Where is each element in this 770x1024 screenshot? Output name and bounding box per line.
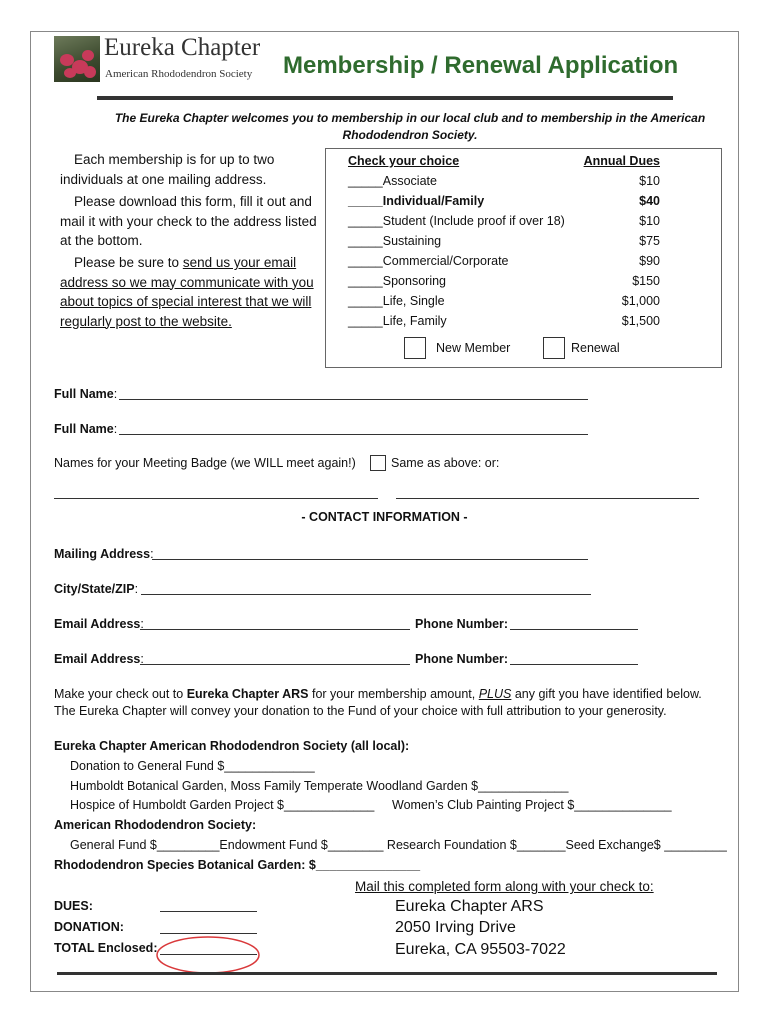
dues-option-label: _____Student (Include proof if over 18): [348, 214, 565, 228]
new-member-label: New Member: [436, 341, 511, 355]
renewal-checkbox[interactable]: [543, 337, 565, 359]
mail-instruction: Mail this completed form along with your check to:: [355, 879, 654, 894]
dues-option-amount: $75: [639, 234, 660, 248]
same-as-above-label: Same as above: or:: [391, 456, 500, 470]
dues-option-amount: $150: [632, 274, 660, 288]
badge-name-input-1[interactable]: [54, 498, 378, 499]
dues-option-row[interactable]: [348, 194, 660, 214]
dues-option-row[interactable]: [348, 214, 660, 234]
local-donations-heading: Eureka Chapter American Rhododendron Society (all local):: [54, 739, 410, 753]
dues-option-label: _____Life, Single: [348, 294, 445, 308]
email-input-2[interactable]: [140, 664, 410, 665]
dues-option-row[interactable]: [348, 314, 660, 334]
species-garden-line: Rhododendron Species Botanical Garden: $_______________: [54, 858, 421, 872]
ars-funds-line: General Fund $_________Endowment Fund $________ Research Foundation $_______Seed Exchange$ _________: [70, 838, 727, 852]
check-instructions: Make your check out to Eureka Chapter ARS for your membership amount, PLUS any gift you have identified below.: [54, 687, 702, 701]
dues-option-amount: $1,500: [621, 314, 660, 328]
rhododendron-photo: [54, 36, 100, 82]
dues-header: [348, 154, 660, 174]
dues-option-row[interactable]: [348, 274, 660, 294]
dues-option-row[interactable]: [348, 174, 660, 194]
dues-option-label: _____Sustaining: [348, 234, 442, 248]
hospice-garden-line: Hospice of Humboldt Garden Project $_____________: [70, 798, 375, 812]
mail-to-name: Eureka Chapter ARS: [395, 898, 544, 915]
dues-total-input[interactable]: [160, 911, 257, 912]
chapter-logo: [54, 34, 261, 84]
phone-input-1[interactable]: [510, 629, 638, 630]
intro-paragraph-3: Please be sure to send us your email address so we may communicate with you about topics of special interest that we will regularly post to the website.: [60, 255, 314, 329]
phone-label-1: Phone Number:: [415, 617, 509, 631]
city-state-zip-label: City/State/ZIP:: [54, 582, 139, 596]
dues-option-label: _____Sponsoring: [348, 274, 446, 288]
choice-column-header: Check your choice: [348, 154, 460, 168]
mailing-address-input[interactable]: [152, 559, 588, 560]
same-as-above-checkbox[interactable]: [370, 455, 386, 471]
general-fund-line: Donation to General Fund $_____________: [70, 759, 315, 773]
humboldt-garden-line: Humboldt Botanical Garden, Moss Family Temperate Woodland Garden $_____________: [70, 779, 569, 793]
mail-to-street: 2050 Irving Drive: [395, 919, 516, 936]
renewal-label: Renewal: [571, 341, 620, 355]
full-name-label-1: Full Name:: [54, 387, 118, 401]
ars-heading: American Rhododendron Society:: [54, 818, 257, 832]
email-input-1[interactable]: [140, 629, 410, 630]
dues-option-row[interactable]: [348, 294, 660, 314]
dues-option-row[interactable]: [348, 234, 660, 254]
dues-option-amount: $10: [639, 214, 660, 228]
dues-option-label: _____Individual/Family: [348, 194, 485, 208]
total-highlight-circle: [154, 934, 262, 976]
email-label-2: Email Address:: [54, 652, 144, 666]
dues-option-amount: $40: [639, 194, 660, 208]
dues-option-row[interactable]: [348, 254, 660, 274]
womens-club-line: Women’s Club Painting Project $______________: [392, 798, 672, 812]
donation-attribution: The Eureka Chapter will convey your donation to the Fund of your choice with full attribution to your generosity.: [54, 704, 667, 718]
dues-option-amount: $1,000: [621, 294, 660, 308]
badge-names-label: Names for your Meeting Badge (we WILL meet again!): [54, 456, 356, 470]
welcome-text: The Eureka Chapter welcomes you to membership in our local club and to membership in the American Rhododendron Society.: [114, 111, 706, 142]
new-member-checkbox[interactable]: [404, 337, 426, 359]
intro-paragraph-2: Please download this form, fill it out and mail it with your check to the address listed at the bottom.: [60, 194, 317, 248]
donation-total-label: DONATION:: [54, 920, 124, 934]
city-state-zip-input[interactable]: [141, 594, 591, 595]
dues-column-header: Annual Dues: [583, 154, 660, 168]
full-name-label-2: Full Name:: [54, 422, 118, 436]
page-title: Membership / Renewal Application: [283, 52, 679, 79]
mail-to-city: Eureka, CA 95503-7022: [395, 941, 566, 958]
bottom-divider: [57, 972, 717, 975]
dues-option-label: _____Associate: [348, 174, 437, 188]
dues-option-amount: $90: [639, 254, 660, 268]
intro-paragraph-1: Each membership is for up to two individuals at one mailing address.: [60, 152, 275, 187]
full-name-input-2[interactable]: [119, 434, 588, 435]
total-enclosed-label: TOTAL Enclosed:: [54, 941, 158, 955]
phone-input-2[interactable]: [510, 664, 638, 665]
logo-title: Eureka Chapter: [104, 34, 261, 61]
email-label-1: Email Address:: [54, 617, 144, 631]
dues-option-amount: $10: [639, 174, 660, 188]
mailing-address-label: Mailing Address:: [54, 547, 154, 561]
phone-label-2: Phone Number:: [415, 652, 509, 666]
badge-name-input-2[interactable]: [396, 498, 699, 499]
title-divider: [97, 96, 673, 100]
contact-heading: - CONTACT INFORMATION -: [301, 510, 468, 524]
logo-subtitle: American Rhododendron Society: [105, 68, 253, 80]
dues-option-label: _____Commercial/Corporate: [348, 254, 509, 268]
dues-option-label: _____Life, Family: [348, 314, 447, 328]
dues-total-label: DUES:: [54, 899, 93, 913]
full-name-input-1[interactable]: [119, 399, 588, 400]
